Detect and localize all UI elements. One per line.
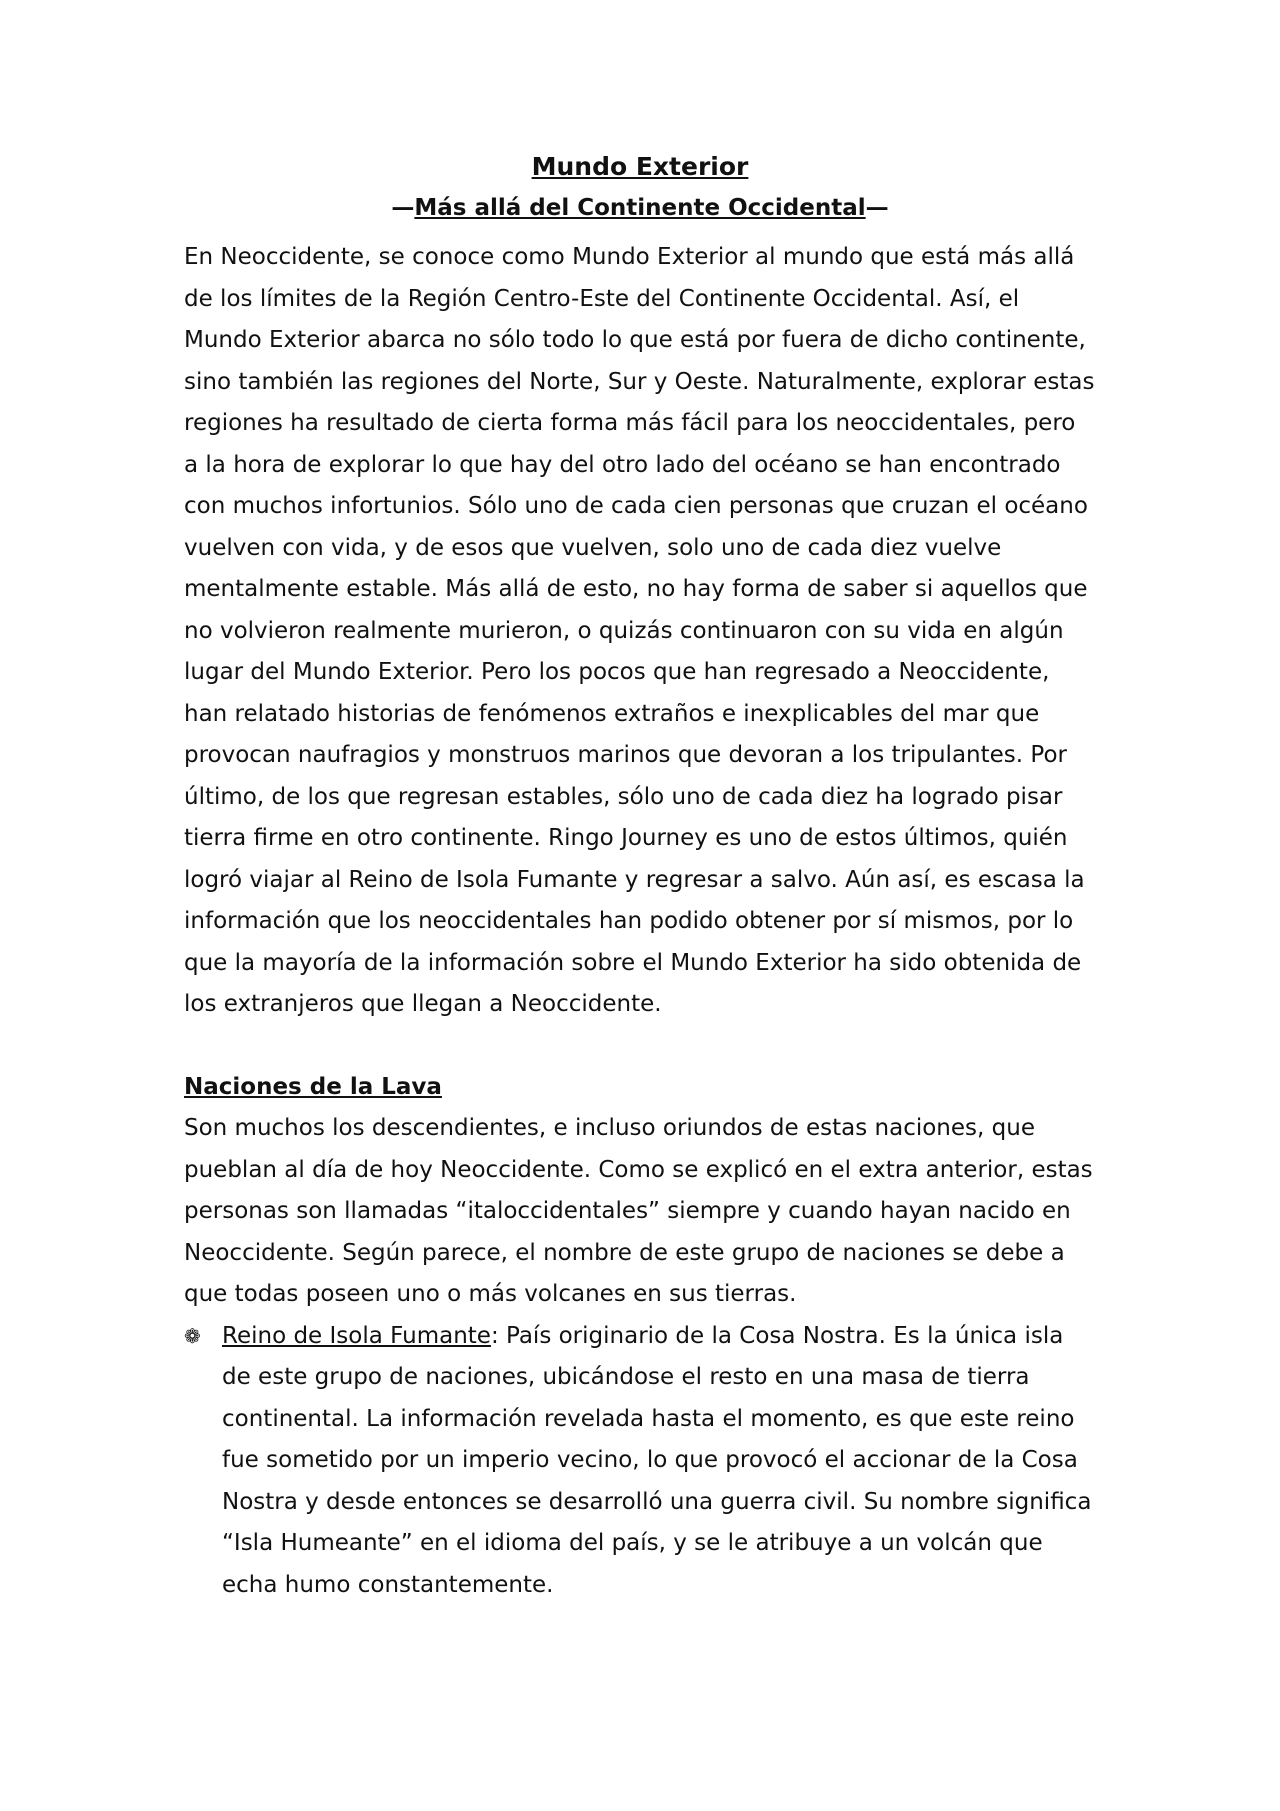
subtitle-dash-right: — xyxy=(865,195,889,221)
page-title-text: Mundo Exterior xyxy=(531,152,749,181)
flower-bullet-icon: ❁ xyxy=(184,1323,201,1348)
subtitle-dash-left: — xyxy=(391,195,415,221)
list-item xyxy=(184,1316,1096,1607)
nations-list xyxy=(184,1316,1096,1607)
section-spacer xyxy=(184,1026,1096,1067)
page-subtitle xyxy=(184,188,1096,228)
intro-paragraph: En Neoccidente, se conoce como Mundo Exterior al mundo que está más allá de los límites de la Región Centro-Este del Continente Occidental. Así, el Mundo Exterior abarca no sólo todo lo que está por fuera de dicho continente, sino también las regiones del Norte, Sur y Oeste. Naturalmente, explorar estas regiones ha resultado de cierta forma más fácil para los neoccidentales, pero a la hora de explorar lo que hay del otro lado del océano se han encontrado con muchos infortunios. Sólo uno de cada cien personas que cruzan el océano vuelven con vida, y de esos que vuelven, solo uno de cada diez vuelve mentalmente estable. Más allá de esto, no hay forma de saber si aquellos que no volvieron realmente murieron, o quizás continuaron con su vida en algún lugar del Mundo Exterior. Pero los pocos que han regresado a Neoccidente, han relatado historias de fenómenos extraños e inexplicables del mar que provocan naufragios y monstruos marinos que devoran a los tripulantes. Por último, de los que regresan estables, sólo uno de cada diez ha logrado pisar tierra firme en otro continente. Ringo Journey es uno de estos últimos, quién logró viajar al Reino de Isola Fumante y regresar a salvo. Aún así, es escasa la información que los neoccidentales han podido obtener por sí mismos, por lo que la mayoría de la información sobre el Mundo Exterior ha sido obtenida de los extranjeros que llegan a Neoccidente. xyxy=(184,244,1095,1017)
list-item-separator: : xyxy=(490,1322,499,1349)
list-item-name: Reino de Isola Fumante xyxy=(222,1322,491,1349)
list-item-text: País originario de la Cosa Nostra. Es la única isla de este grupo de naciones, ubicándose el resto en una masa de tierra continental. La información revelada hasta el momento, es que este reino fue sometido por un imperio vecino, lo que provocó el accionar de la Cosa Nostra y desde entonces se desarrolló una guerra civil. Su nombre significa “Isla Humeante” en el idioma del país, y se le atribuye a un volcán que echa humo constantemente. xyxy=(222,1322,1092,1598)
section-paragraph: Son muchos los descendientes, e incluso oriundos de estas naciones, que pueblan al día de hoy Neoccidente. Como se explicó en el extra anterior, estas personas son llamadas “italoccidentales” siempre y cuando hayan nacido en Neoccidente. Según parece, el nombre de este grupo de naciones se debe a que todas poseen uno o más volcanes en sus tierras. xyxy=(184,1115,1093,1307)
document-page xyxy=(184,146,1096,1606)
section-heading: Naciones de la Lava xyxy=(184,1073,442,1100)
subtitle-text: Más allá del Continente Occidental xyxy=(414,195,866,221)
page-title xyxy=(184,146,1096,188)
